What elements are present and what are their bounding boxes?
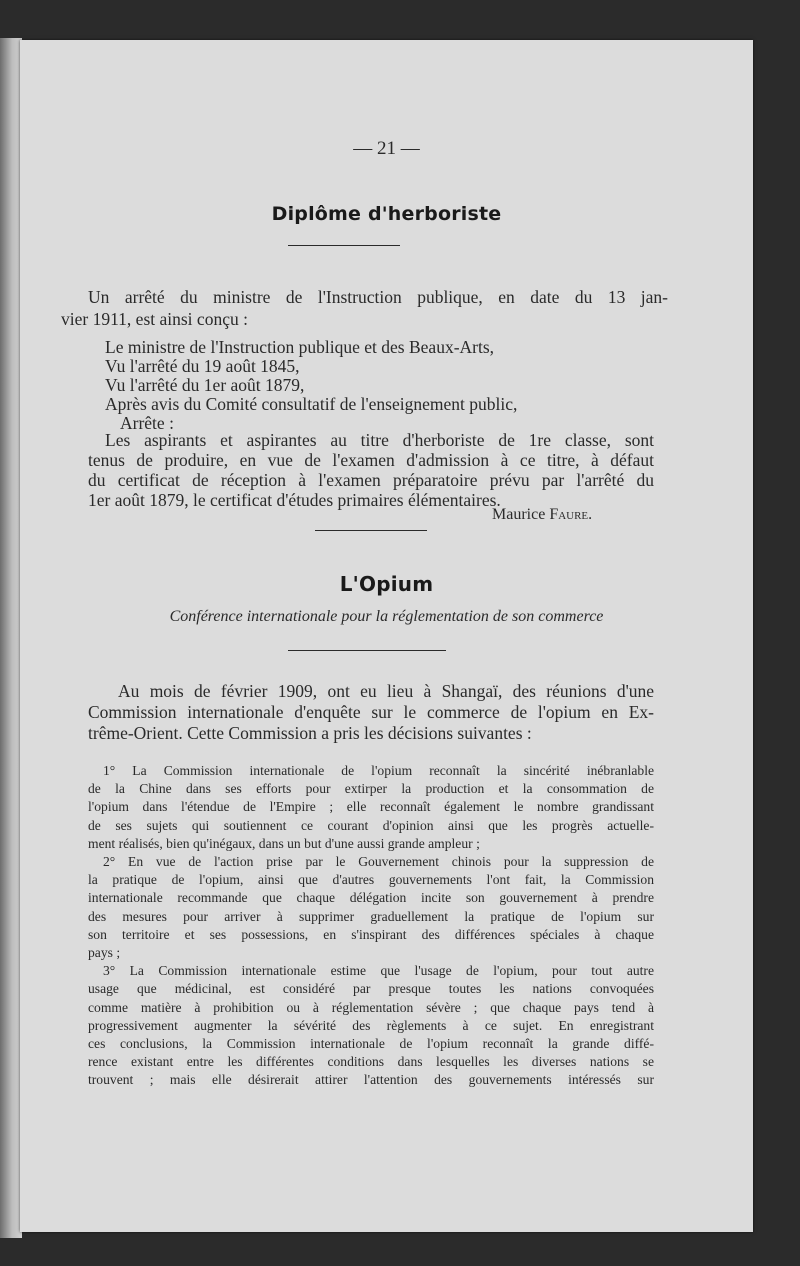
- decree-block: [105, 336, 675, 431]
- resolution-line: progressivement augmenter la sévérité des règlements à ce sujet. En enregistrant: [88, 1017, 654, 1033]
- signature-first-name: Maurice: [492, 506, 546, 523]
- article-line: tenus de produire, en vue de l'examen d'admission à ce titre, à défaut: [88, 450, 654, 470]
- resolution-line: pays ;: [88, 945, 121, 961]
- resolution-line: ces conclusions, la Commission internationale de l'opium reconnaît la grande diffé-: [88, 1036, 654, 1052]
- resolution-line: de la Chine dans ses efforts pour extirper la production et la consommation de: [88, 781, 654, 797]
- signature-last-name: Faure.: [549, 506, 593, 523]
- signature: [492, 506, 592, 524]
- resolution-line: trouvent ; mais elle désirerait attirer l'attention des gouvernements intéressés sur: [88, 1072, 654, 1088]
- title-rule: [288, 245, 400, 246]
- section-title-herboriste: Diplôme d'herboriste: [271, 203, 502, 225]
- resolution-line: la pratique de l'opium, ainsi que d'autres gouvernements l'ont fait, la Commission: [88, 872, 654, 888]
- resolutions: [88, 762, 654, 1090]
- page-number: — 21 —: [353, 138, 420, 159]
- article-line: du certificat de réception à l'examen préparatoire prévu par l'arrêté du: [88, 470, 654, 490]
- resolution-line: comme matière à prohibition ou à réglementation sévère ; que chaque pays tend à: [88, 999, 654, 1015]
- resolution-line: des mesures pour arriver à supprimer graduellement la pratique de l'opium sur: [88, 908, 654, 924]
- decree-line: Vu l'arrêté du 1er août 1879,: [105, 375, 305, 395]
- resolution-line: 1° La Commission internationale de l'opium reconnaît la sincérité inébranlable: [103, 763, 654, 778]
- article-line: Les aspirants et aspirantes au titre d'herboriste de 1re classe, sont: [105, 430, 654, 450]
- document-page: [20, 40, 753, 1232]
- resolution-line: ment réalisés, bien qu'inégaux, dans un but d'une aussi grande ampleur ;: [88, 835, 480, 851]
- section-title-opium: L'Opium: [339, 572, 434, 596]
- section-divider: [315, 530, 427, 531]
- decree-article: [88, 430, 654, 510]
- decree-line: Le ministre de l'Instruction publique et des Beaux-Arts,: [105, 337, 495, 357]
- resolution-line: rence existant entre les différentes conditions dans lesquelles les diverses nations se: [88, 1054, 654, 1070]
- adjacent-page-edge: [0, 38, 22, 1238]
- section-subtitle: Conférence internationale pour la réglementation de son commerce: [169, 608, 604, 625]
- resolution-line: l'opium dans l'étendue de l'Empire ; elle reconnaît également le nombre grandissant: [88, 799, 654, 815]
- resolution-line: son territoire et ses possessions, en s'inspirant des différences spéciales à chaque: [88, 926, 654, 942]
- herboriste-intro: [61, 286, 668, 330]
- intro-line: Commission internationale d'enquête sur le commerce de l'opium en Ex-: [88, 702, 654, 722]
- subtitle-rule: [288, 650, 446, 651]
- resolution-line: usage que médicinal, est considéré par presque toutes les nations convoquées: [88, 981, 654, 997]
- resolution-line: de ses sujets qui soutiennent ce courant d'opinion ainsi que les progrès actuelle-: [88, 817, 654, 833]
- resolution-line: 3° La Commission internationale estime que l'usage de l'opium, pour tout autre: [103, 963, 654, 979]
- intro-line: Au mois de février 1909, ont eu lieu à Shangaï, des réunions d'une: [118, 681, 654, 701]
- article-line: 1er août 1879, le certificat d'études primaires élémentaires.: [88, 490, 501, 510]
- decree-line: Vu l'arrêté du 19 août 1845,: [105, 356, 300, 376]
- intro-line: Un arrêté du ministre de l'Instruction publique, en date du 13 jan-: [88, 287, 668, 307]
- intro-line: trême-Orient. Cette Commission a pris les décisions suivantes :: [88, 723, 532, 743]
- resolution-line: internationale recommande que chaque délégation incite son gouvernement à prendre: [88, 890, 654, 906]
- intro-line: vier 1911, est ainsi conçu :: [61, 309, 248, 329]
- decree-line: Après avis du Comité consultatif de l'enseignement public,: [105, 394, 518, 414]
- resolution-line: 2° En vue de l'action prise par le Gouvernement chinois pour la suppression de: [103, 854, 654, 870]
- decree-line: Arrête :: [120, 413, 174, 433]
- opium-intro: [88, 681, 654, 744]
